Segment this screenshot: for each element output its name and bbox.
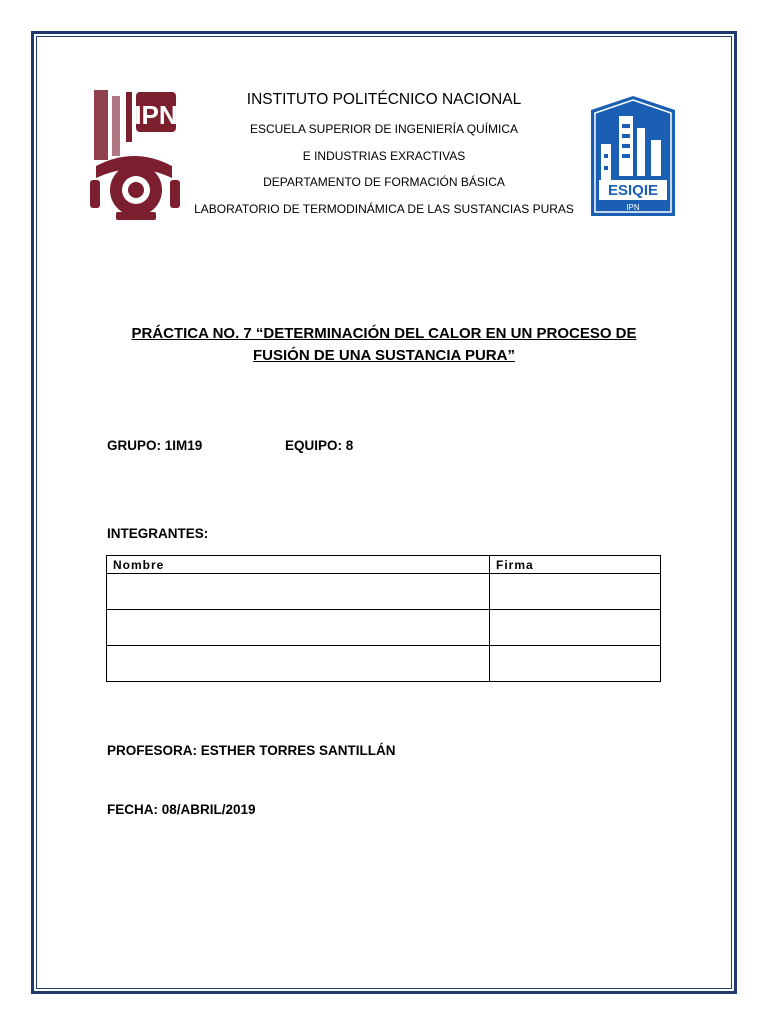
esiqie-logo-subtext: IPN (626, 203, 640, 212)
professor-label: PROFESORA: ESTHER TORRES SANTILLÁN (107, 743, 396, 758)
name-cell (107, 646, 490, 682)
signature-cell (490, 610, 661, 646)
ipn-logo-icon (86, 88, 182, 222)
signature-cell (490, 646, 661, 682)
laboratory-name: LABORATORIO DE TERMODINÁMICA DE LAS SUSTANCIAS PURAS (194, 202, 574, 216)
members-table-header-row (107, 556, 661, 574)
school-name-line2: E INDUSTRIAS EXRACTIVAS (302, 149, 466, 163)
column-header-signature: Firma (490, 556, 661, 574)
table-row (107, 574, 661, 610)
department-name: DEPARTAMENTO DE FORMACIÓN BÁSICA (263, 175, 505, 189)
members-heading: INTEGRANTES: (107, 526, 209, 541)
column-header-name: Nombre (107, 556, 490, 574)
esiqie-logo-text: ESIQIE (607, 182, 659, 199)
table-row (107, 646, 661, 682)
practice-title: PRÁCTICA NO. 7 “DETERMINACIÓN DEL CALOR EN UN PROCESO DE FUSIÓN DE UNA SUSTANCIA PURA” (131, 325, 637, 364)
ipn-logo-text: IPN (134, 100, 178, 130)
name-cell (107, 574, 490, 610)
table-row (107, 610, 661, 646)
members-table (106, 555, 661, 682)
date-label: FECHA: 08/ABRIL/2019 (107, 802, 256, 817)
signature-cell (490, 574, 661, 610)
group-label: GRUPO: 1IM19 (107, 438, 203, 453)
name-cell (107, 610, 490, 646)
school-name-line1: ESCUELA SUPERIOR DE INGENIERÍA QUÍMICA (249, 122, 519, 136)
team-label: EQUIPO: 8 (285, 438, 354, 453)
esiqie-logo-icon (589, 94, 677, 218)
institution-name: INSTITUTO POLITÉCNICO NACIONAL (246, 91, 522, 108)
